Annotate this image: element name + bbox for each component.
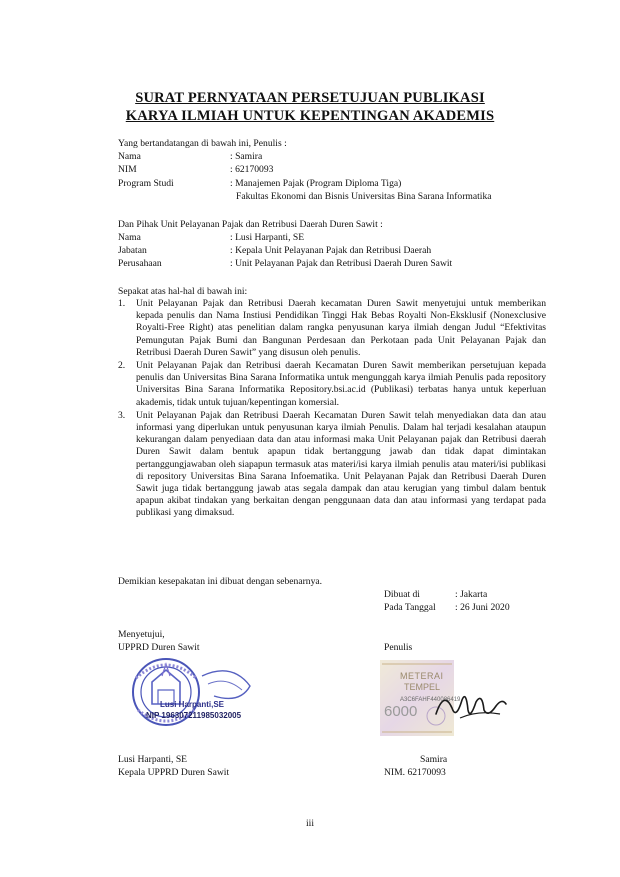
page-number: iii (306, 818, 314, 829)
right-signer-name: Samira (420, 754, 448, 765)
place-label: Dibuat di (384, 589, 420, 600)
agreement-item-text: Unit Pelayanan Pajak dan Retribusi daerah Kecamatan Duren Sawit memberikan persetujuan kepada penulis dan Universitas Bina Sarana Informatika untuk mengunggah karya ilmiah Penulis pada repository Universitas Bina Sarana Informatika Repository.bsi.ac.id (Publikasi) terbatas hanya untuk keperluan akademis, tidak untuk tujuan/kepentingan komersial. (136, 360, 546, 408)
document-title-line-1: SURAT PERNYATAAN PERSETUJUAN PUBLIKASI (135, 90, 485, 106)
author-nim-value: : 62170093 (230, 164, 274, 175)
agreement-list (118, 298, 546, 520)
party-name-value: : Lusi Harpanti, SE (230, 232, 305, 243)
approval-organization: UPPRD Duren Sawit (118, 642, 200, 653)
party-intro-text: Dan Pihak Unit Pelayanan Pajak dan Retribusi Daerah Duren Sawit : (118, 219, 383, 230)
agreement-item-number: 2. (118, 360, 126, 372)
date-label: Pada Tanggal (384, 602, 436, 613)
author-name-label: Nama (118, 151, 141, 162)
agreement-intro: Sepakat atas hal-hal di bawah ini: (118, 286, 248, 297)
party-position-label: Jabatan (118, 245, 147, 256)
agreement-item-number: 1. (118, 298, 126, 309)
right-signer-nim: NIM. 62170093 (384, 767, 446, 778)
agreement-item-3 (118, 410, 546, 520)
agreement-item-text: Unit Pelayanan Pajak dan Retribusi Daerah Kecamatan Duren Sawit telah menyediakan data dan atau informasi yang diperlukan untuk penyusunan karya ilmiah Penulis. Dalam hal terjadi kesalahan ataupun kekurangan dalam penyediaan data dan atau informasi maka Unit Pelayanan pajak dan Retribusi daerah Duren Sawit dalam bentuk apapun tidak bertanggung jawab dan tidak dapat dimintakan pertanggungjawaban oleh siapapun termasuk atas materi/isi karya ilmiah penulis atau materi/isi publikasi di repository Universitas Bina Sarana Infoematika. Unit Pelayanan Pajak dan Retribusi Daerah Duren Sawit juga tidak bertanggung jawab atas segala dampak dan atau kerugian yang timbul dalam bentuk apapun akibat tindakan yang berkaitan dengan penggunaan data dan atau informasi yang terdapat pada publikasi yang dimaksud. (136, 409, 546, 519)
meterai-value: 6000 (384, 703, 418, 720)
party-position-value: : Kepala Unit Pelayanan Pajak dan Retribusi Daerah (230, 245, 432, 256)
approval-label: Menyetujui, (118, 629, 165, 640)
agreement-item-1 (118, 298, 546, 359)
author-program-value: : Manajemen Pajak (Program Diploma Tiga) (230, 178, 402, 189)
left-signer-role: Kepala UPPRD Duren Sawit (118, 767, 230, 778)
agreement-item-number: 3. (118, 409, 126, 421)
author-name-value: : Samira (230, 151, 263, 162)
party-name-label: Nama (118, 232, 141, 243)
party-company-value: : Unit Pelayanan Pajak dan Retribusi Daerah Duren Sawit (230, 258, 453, 269)
agreement-item-2 (118, 360, 546, 409)
meterai-label: METERAI (400, 671, 444, 681)
author-faculty: Fakultas Ekonomi dan Bisnis Universitas Bina Sarana Informatika (236, 191, 492, 202)
signature-icon (430, 680, 510, 730)
date-value: : 26 Juni 2020 (455, 602, 510, 613)
intro-text: Yang bertandatangan di bawah ini, Penulis : (118, 138, 287, 149)
official-stamp (122, 656, 272, 736)
author-nim-label: NIM (118, 164, 137, 175)
meterai-sub-label: TEMPEL (404, 682, 441, 692)
author-program-label: Program Studi (118, 178, 174, 189)
meterai-code: A3C6FAHF440086419 (400, 697, 461, 703)
place-value: : Jakarta (455, 589, 488, 600)
seal-icon (122, 656, 272, 736)
agreement-item-text: Unit Pelayanan Pajak dan Retribusi Daerah kecamatan Duren Sawit menyetujui untuk memberikan kepada penulis dan Nama Instiusi Pendidikan Tinggi Hak Bebas Royalti Non-Eksklusif (Nonexclusive Royalti-Free Right) atas penelitian dalam rangka penyusunan karya ilmiah dengan Judul “Efektivitas Pemungutan Pajak Bumi dan Bangunan Perdesaan dan Perkotaan pada Unit Pelayanan Pajak dan Retribusi Daerah Duren Sawit” yang disusun oleh penulis. (136, 298, 546, 358)
stamp-nip-text: NIP 196307211985032005 (146, 711, 242, 720)
stamp-name-text: Lusi Harpanti,SE (160, 700, 225, 709)
left-signer-name: Lusi Harpanti, SE (118, 754, 188, 765)
document-title-line-2: KARYA ILMIAH UNTUK KEPENTINGAN AKADEMIS (125, 108, 495, 124)
author-signature-label: Penulis (384, 642, 413, 653)
party-company-label: Perusahaan (118, 258, 162, 269)
closing-text: Demikian kesepakatan ini dibuat dengan sebenarnya. (118, 576, 323, 587)
author-signature (430, 680, 510, 730)
